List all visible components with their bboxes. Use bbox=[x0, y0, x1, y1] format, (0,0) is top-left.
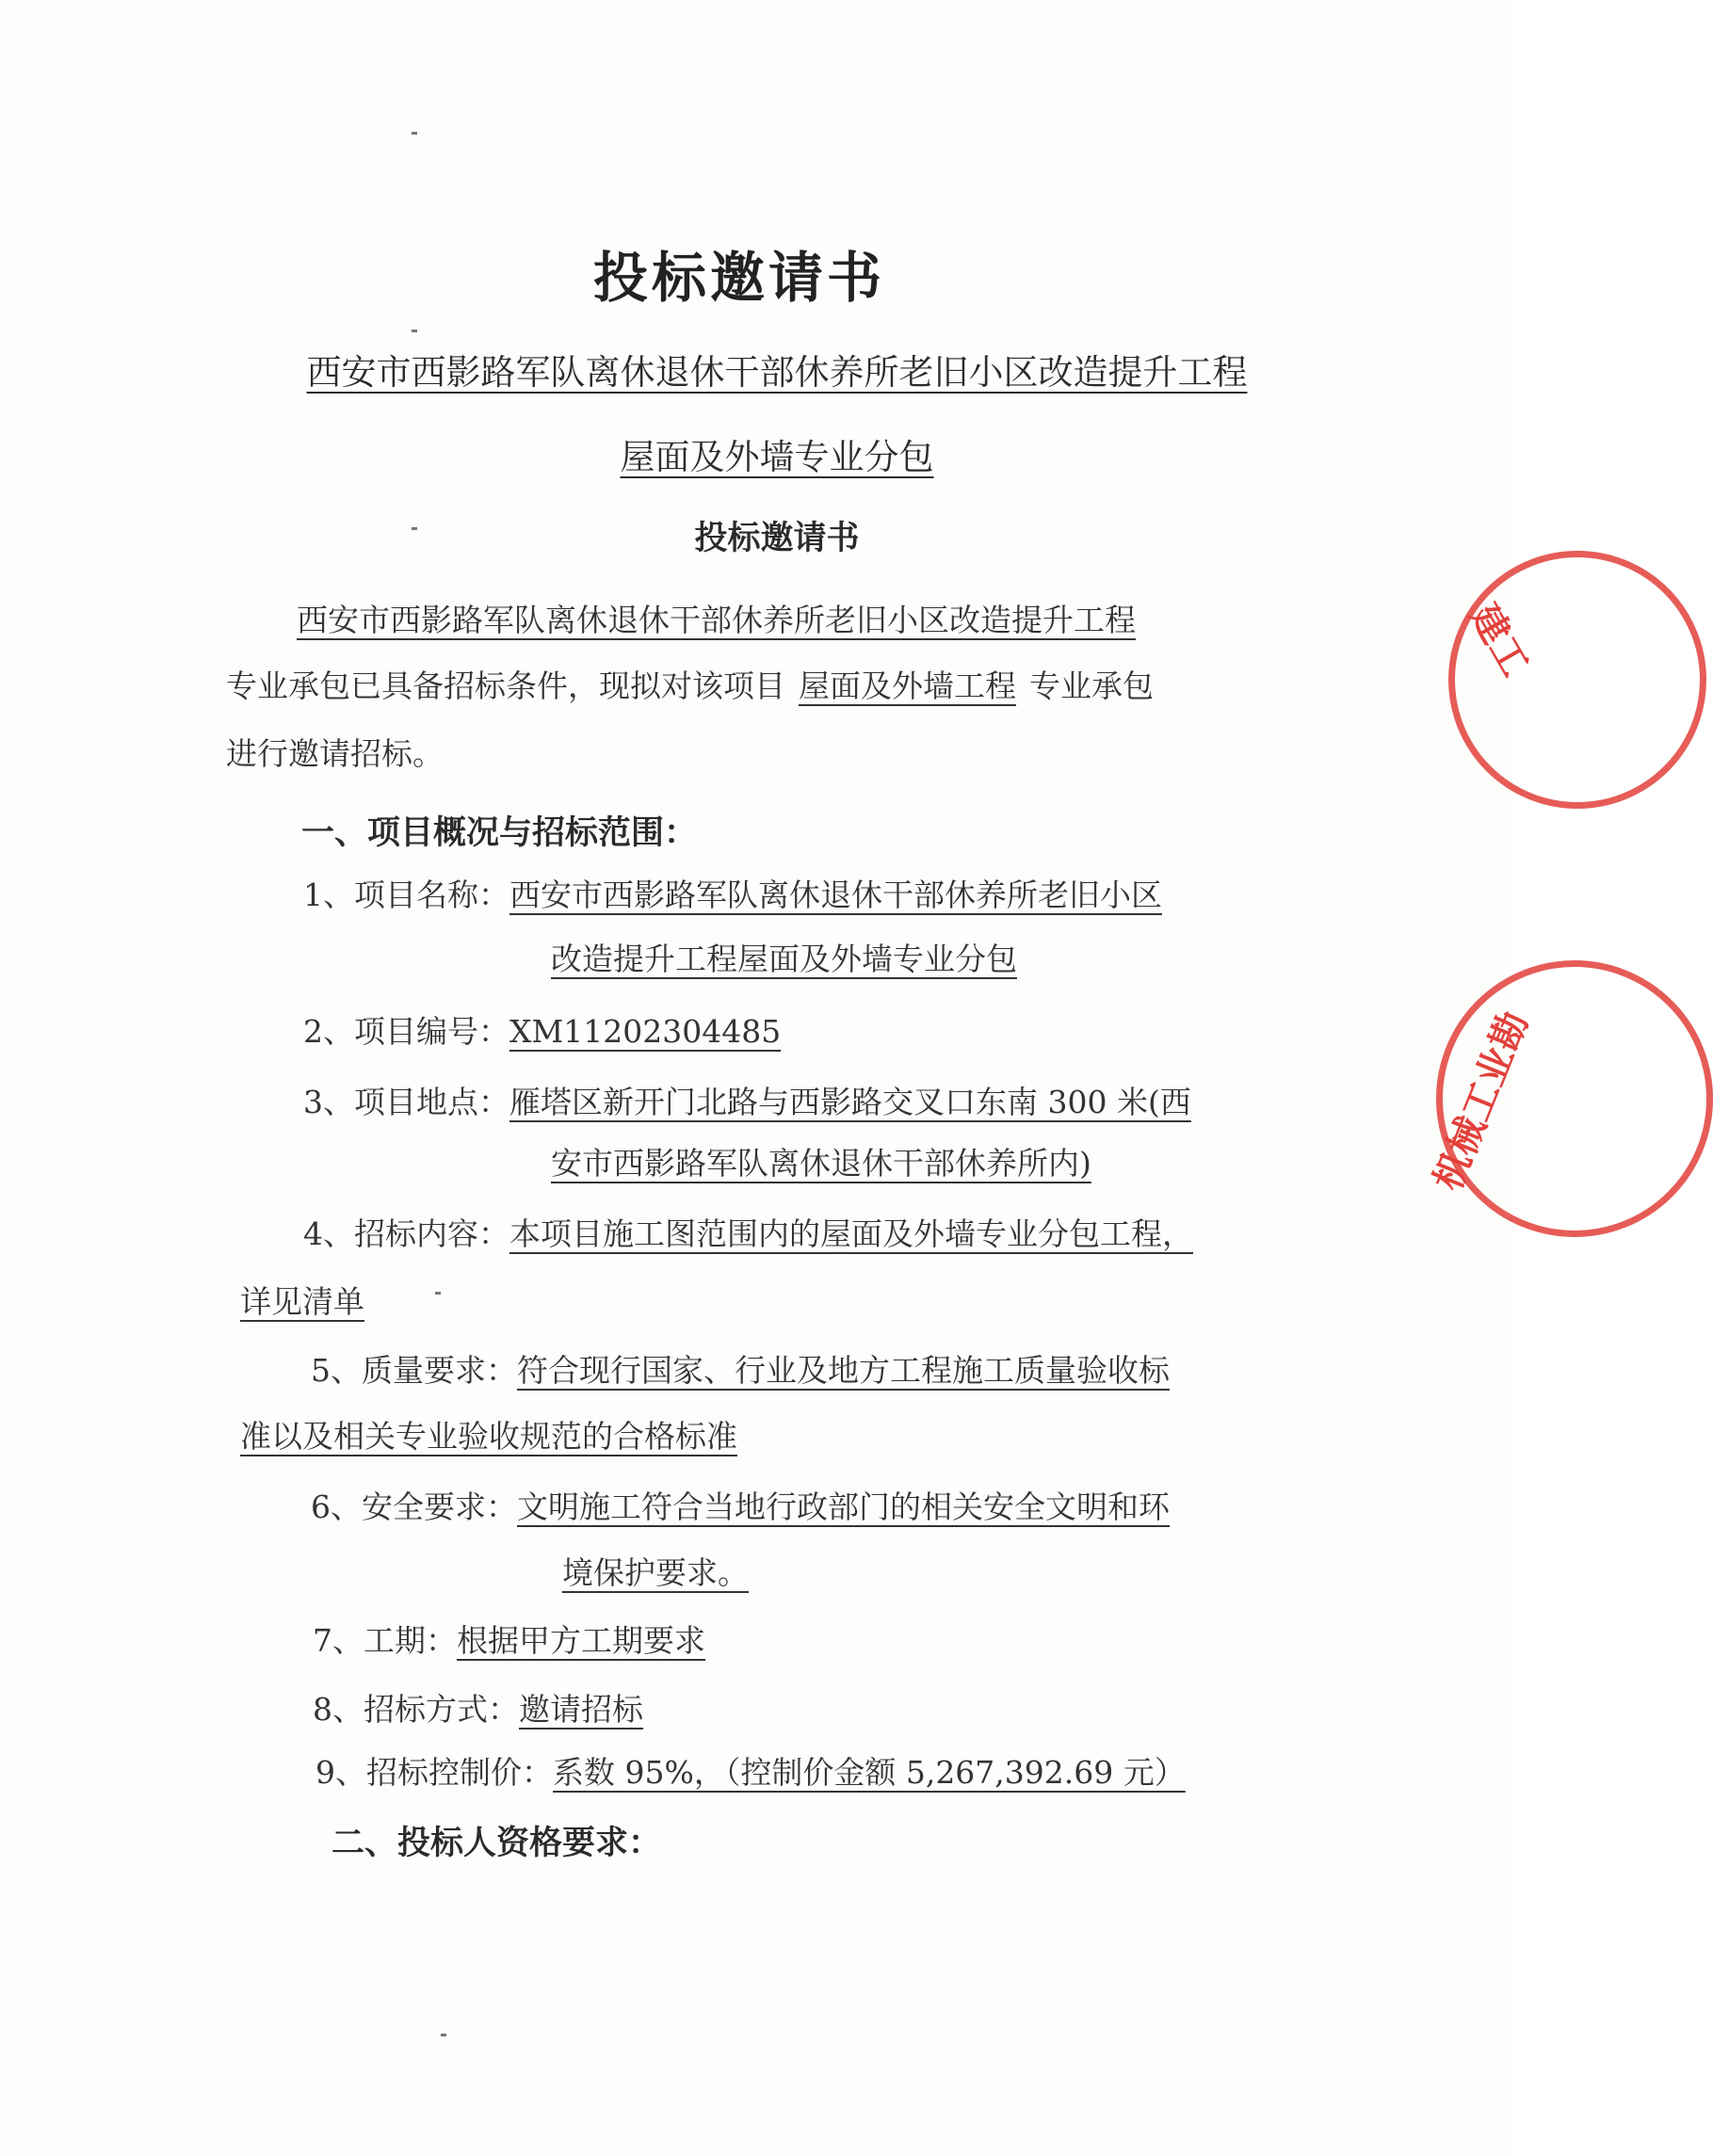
intro-line2-prefix: 专业承包已具备招标条件，现拟对该项目 bbox=[226, 668, 785, 704]
item-project-location bbox=[303, 1078, 1191, 1122]
item-project-name bbox=[303, 871, 1162, 915]
item-period bbox=[313, 1617, 705, 1661]
item-value: 安市西影路军队离休退休干部休养所内) bbox=[551, 1145, 1091, 1182]
item-label: 4、招标内容： bbox=[303, 1215, 509, 1252]
project-heading-line2 bbox=[0, 428, 1554, 479]
item-value: 改造提升工程屋面及外墙专业分包 bbox=[551, 941, 1017, 977]
item-project-name-cont bbox=[551, 935, 1038, 979]
official-seal-upper bbox=[1448, 551, 1706, 809]
scan-speck bbox=[412, 330, 417, 332]
scan-speck bbox=[412, 132, 417, 135]
item-project-number bbox=[303, 1007, 781, 1052]
item-bid-content bbox=[303, 1210, 1193, 1254]
item-value: 本项目施工图范围内的屋面及外墙专业分包工程， bbox=[509, 1215, 1193, 1252]
intro-line3: 进行邀请招标。 bbox=[226, 735, 444, 772]
item-label: 6、安全要求： bbox=[311, 1488, 517, 1525]
item-safety-cont bbox=[562, 1549, 749, 1593]
intro-project-name: 西安市西影路军队离休退休干部休养所老旧小区改造提升工程 bbox=[297, 602, 1136, 638]
intro-line2 bbox=[226, 662, 1154, 706]
item-label: 8、招标方式： bbox=[313, 1691, 519, 1728]
item-value: XM11202304485 bbox=[509, 1013, 782, 1050]
item-safety bbox=[311, 1483, 1170, 1527]
intro-line1 bbox=[297, 596, 1136, 640]
section2-heading: 二、投标人资格要求： bbox=[331, 1824, 662, 1862]
intro-scope-value: 屋面及外墙工程 bbox=[799, 668, 1016, 704]
seal-text-upper: 建工 bbox=[1462, 597, 1537, 684]
item-value: 详见清单 bbox=[240, 1283, 364, 1320]
document-title: 投标邀请书 bbox=[592, 246, 885, 310]
item-value: 雁塔区新开门北路与西影路交叉口东南 300 米(西 bbox=[509, 1084, 1191, 1120]
item-label: 3、项目地点： bbox=[303, 1084, 509, 1120]
item-label: 5、质量要求： bbox=[311, 1352, 517, 1389]
project-heading-text2: 屋面及外墙专业分包 bbox=[620, 437, 934, 477]
item-value: 邀请招标 bbox=[519, 1691, 643, 1728]
section1-heading: 一、项目概况与招标范围： bbox=[301, 813, 698, 852]
item-label: 9、招标控制价： bbox=[315, 1754, 553, 1791]
item-method bbox=[313, 1685, 643, 1730]
item-value: 西安市西影路军队离休退休干部休养所老旧小区 bbox=[509, 877, 1162, 913]
document-subtitle: 投标邀请书 bbox=[694, 519, 860, 557]
item-label: 2、项目编号： bbox=[303, 1013, 509, 1050]
item-quality bbox=[311, 1346, 1170, 1391]
item-value: 准以及相关专业验收规范的合格标准 bbox=[240, 1418, 737, 1455]
item-label: 7、工期： bbox=[313, 1622, 457, 1659]
item-value: 文明施工符合当地行政部门的相关安全文明和环 bbox=[517, 1488, 1170, 1525]
item-bid-content-cont bbox=[240, 1278, 364, 1322]
item-value: 符合现行国家、行业及地方工程施工质量验收标 bbox=[517, 1352, 1170, 1389]
item-value: 系数 95%，（控制价金额 5,267,392.69 元） bbox=[553, 1754, 1186, 1791]
seal-text-lower: 机械工业勘 bbox=[1426, 1006, 1538, 1198]
item-value: 境保护要求。 bbox=[562, 1554, 749, 1591]
item-control-price bbox=[315, 1748, 1204, 1793]
project-heading-line1 bbox=[0, 344, 1554, 394]
item-label: 1、项目名称： bbox=[303, 877, 509, 913]
project-heading-text1: 西安市西影路军队离休退休干部休养所老旧小区改造提升工程 bbox=[306, 352, 1248, 393]
scan-speck bbox=[435, 1292, 441, 1295]
item-value: 根据甲方工期要求 bbox=[457, 1622, 705, 1659]
intro-line2-suffix: 专业承包 bbox=[1029, 668, 1154, 704]
item-quality-cont bbox=[240, 1412, 737, 1456]
scan-speck bbox=[441, 2034, 446, 2036]
item-project-location-cont bbox=[551, 1139, 1091, 1183]
